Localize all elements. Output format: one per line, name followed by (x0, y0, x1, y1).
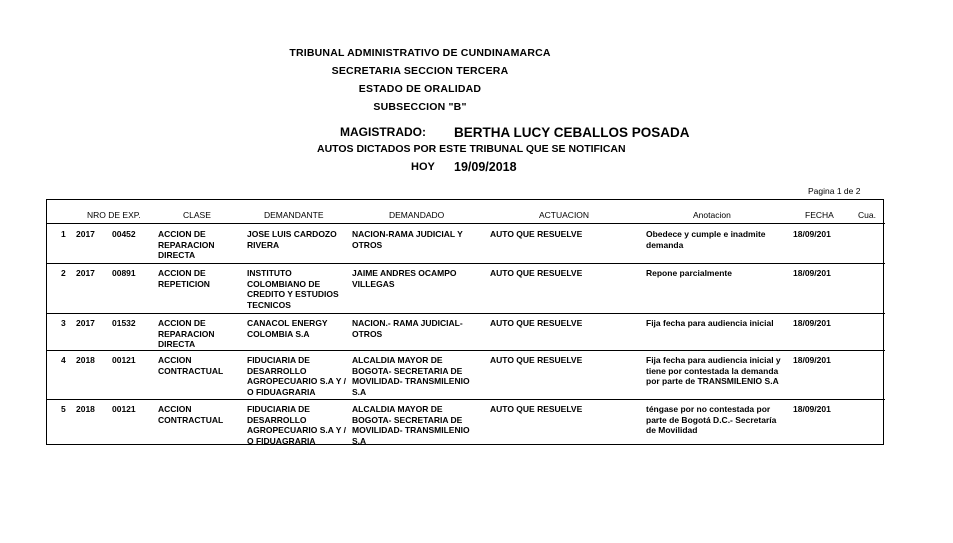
subseccion-title: SUBSECCION "B" (373, 101, 467, 113)
magistrado-name: BERTHA LUCY CEBALLOS POSADA (454, 125, 690, 140)
row-anotacion: Repone parcialmente (646, 268, 732, 278)
row-year: 2017 (76, 268, 95, 278)
row-divider (47, 399, 885, 400)
row-actuacion: AUTO QUE RESUELVE (490, 355, 583, 365)
col-cua: Cua. (858, 210, 876, 220)
row-anotacion: Fija fecha para audiencia inicial y tiene por contestada la demanda por parte de TRANSMILENIO S.A (646, 355, 781, 386)
col-actuacion: ACTUACION (539, 210, 590, 220)
row-demandante: FIDUCIARIA DE DESARROLLO AGROPECUARIO S.A Y / O FIDUAGRARIA (247, 355, 347, 397)
row-demandado: JAIME ANDRES OCAMPO VILLEGAS (352, 268, 457, 289)
row-exp: 01532 (112, 318, 136, 328)
row-clase: ACCION DE REPARACION DIRECTA (158, 229, 215, 260)
row-demandado: NACION.- RAMA JUDICIAL- OTROS (352, 318, 463, 339)
row-fecha: 18/09/201 (793, 404, 831, 414)
row-demandado: ALCALDIA MAYOR DE BOGOTA- SECRETARIA DE MOVILIDAD- TRANSMILENIO S.A (352, 404, 470, 446)
row-anotacion: Fija fecha para audiencia inicial (646, 318, 774, 328)
magistrado-label: MAGISTRADO: (340, 125, 426, 139)
row-demandante: JOSE LUIS CARDOZO RIVERA (247, 229, 337, 250)
row-clase: ACCION CONTRACTUAL (158, 404, 224, 425)
row-divider (47, 263, 885, 264)
secretaria-title: SECRETARIA SECCION TERCERA (331, 65, 509, 77)
row-exp: 00891 (112, 268, 136, 278)
col-fecha: FECHA (805, 210, 834, 220)
row-anotacion: téngase por no contestada por parte de Bogotá D.C.- Secretaría de Movilidad (646, 404, 777, 435)
row-year: 2018 (76, 355, 95, 365)
row-actuacion: AUTO QUE RESUELVE (490, 229, 583, 239)
estado-title: ESTADO DE ORALIDAD (358, 83, 482, 95)
row-demandado: ALCALDIA MAYOR DE BOGOTA- SECRETARIA DE MOVILIDAD- TRANSMILENIO S.A (352, 355, 470, 397)
row-clase: ACCION DE REPARACION DIRECTA (158, 318, 215, 349)
court-title: TRIBUNAL ADMINISTRATIVO DE CUNDINAMARCA (289, 47, 551, 59)
col-nro: NRO DE EXP. (87, 210, 141, 220)
row-demandante: INSTITUTO COLOMBIANO DE CREDITO Y ESTUDIOS TECNICOS (247, 268, 339, 310)
row-exp: 00121 (112, 404, 136, 414)
col-clase: CLASE (183, 210, 211, 220)
row-demandante: FIDUCIARIA DE DESARROLLO AGROPECUARIO S.A Y / O FIDUAGRARIA (247, 404, 347, 446)
row-year: 2018 (76, 404, 95, 414)
row-fecha: 18/09/201 (793, 355, 831, 365)
row-anotacion: Obedece y cumple e inadmite demanda (646, 229, 766, 250)
row-demandante: CANACOL ENERGY COLOMBIA S.A (247, 318, 328, 339)
row-actuacion: AUTO QUE RESUELVE (490, 268, 583, 278)
row-divider (47, 350, 885, 351)
page-number: Pagina 1 de 2 (808, 186, 861, 196)
autos-notice: AUTOS DICTADOS POR ESTE TRIBUNAL QUE SE NOTIFICAN (317, 143, 626, 155)
row-index: 5 (61, 404, 66, 414)
row-demandado: NACION-RAMA JUDICIAL Y OTROS (352, 229, 463, 250)
row-fecha: 18/09/201 (793, 229, 831, 239)
row-actuacion: AUTO QUE RESUELVE (490, 318, 583, 328)
row-divider (47, 313, 885, 314)
row-fecha: 18/09/201 (793, 318, 831, 328)
col-demandado: DEMANDADO (389, 210, 445, 220)
hoy-label: HOY (411, 161, 435, 173)
row-clase: ACCION CONTRACTUAL (158, 355, 224, 376)
row-fecha: 18/09/201 (793, 268, 831, 278)
row-actuacion: AUTO QUE RESUELVE (490, 404, 583, 414)
row-index: 1 (61, 229, 66, 239)
row-year: 2017 (76, 229, 95, 239)
row-index: 3 (61, 318, 66, 328)
row-index: 2 (61, 268, 66, 278)
header-divider (47, 223, 885, 224)
hoy-date: 19/09/2018 (454, 160, 517, 174)
row-index: 4 (61, 355, 66, 365)
row-clase: ACCION DE REPETICION (158, 268, 210, 289)
row-year: 2017 (76, 318, 95, 328)
col-anotacion: Anotacion (693, 210, 731, 220)
row-exp: 00121 (112, 355, 136, 365)
autos-table (46, 199, 884, 445)
col-demandante: DEMANDANTE (264, 210, 324, 220)
row-exp: 00452 (112, 229, 136, 239)
